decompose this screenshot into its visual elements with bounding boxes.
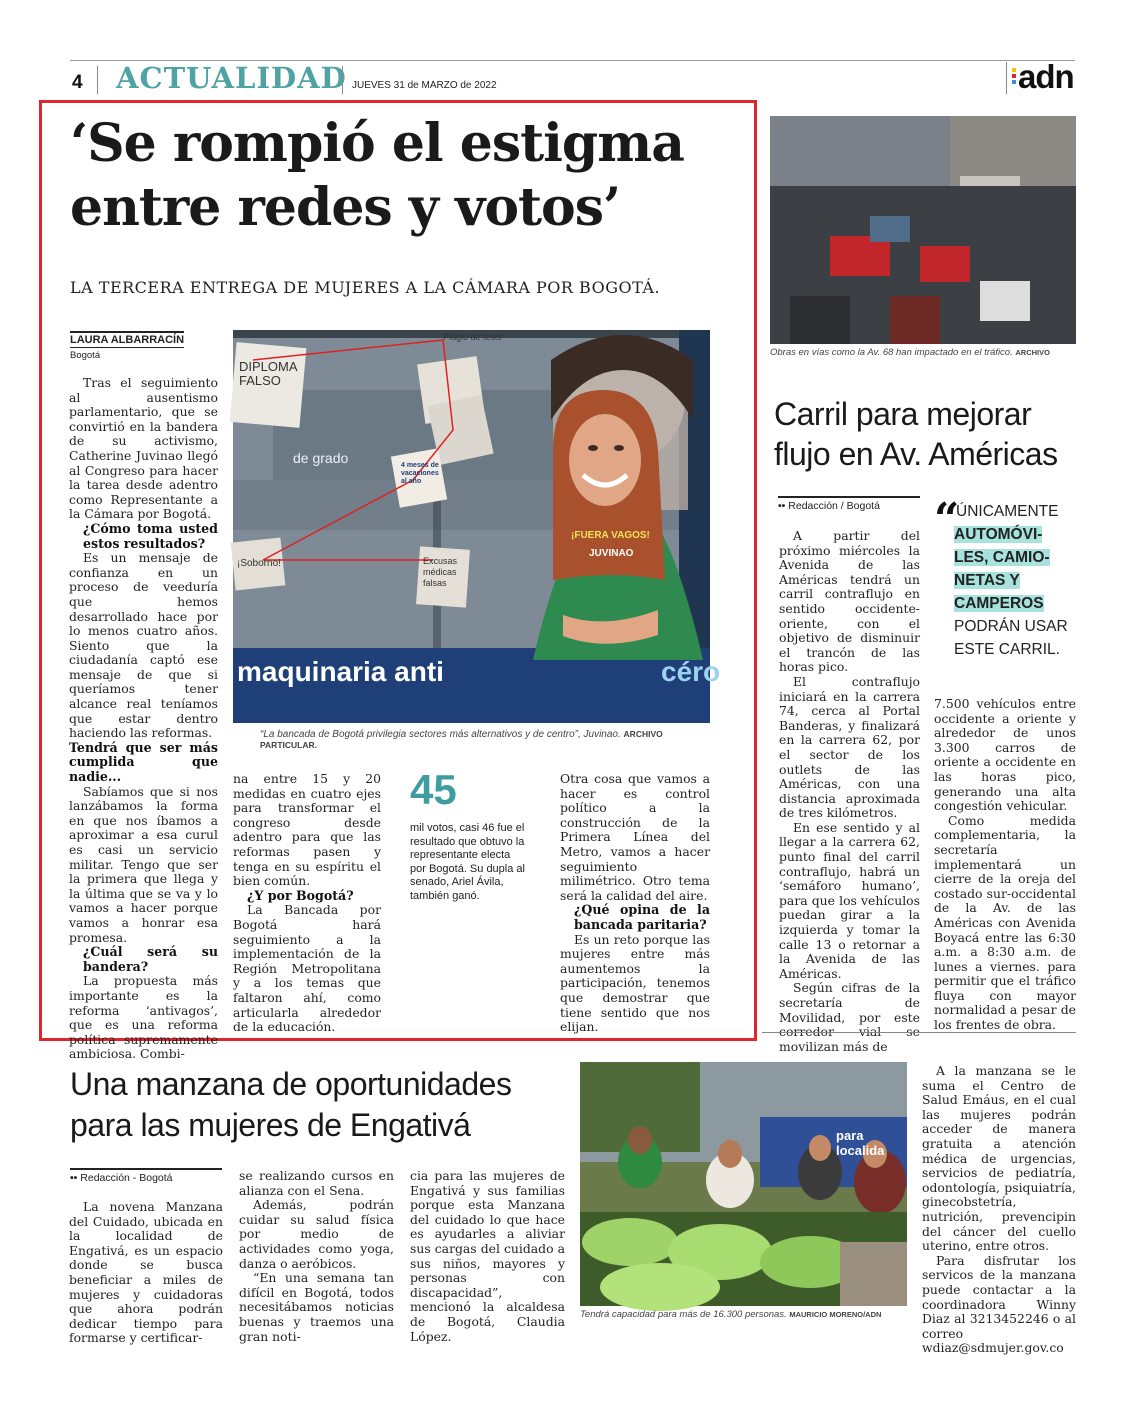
byline-dots: •• [778,500,789,512]
answer-5: Es un reto porque las mujeres entre más aumentemos la participación, tenemos que demostrar que tiene sentido que nos elijan. [560,931,710,1035]
right-byline [778,496,920,512]
adn-logo-marks [1012,68,1017,88]
right-paragraph-4: Según cifras de la secretaría de Movilidad, por este corredor vial se movilizan más de [779,980,920,1054]
pull-quote [934,494,1084,661]
quote-hl-4: CAMPEROS [954,595,1044,612]
banner-text-tail: céro [661,656,721,687]
section-title: ACTUALIDAD [116,61,347,95]
right-paragraph-6: Como medida complementaria, la secretaría implementará un cierre de la oreja del costado sur-occidental de la Av. de las Américas con Avenida Boyacá entre las 6:30 a.m. a 8:30 a.m. de lunes a viernes. para permitir que el tráfico fluya con mayor normalidad a pesar de los frentes de obra. [934,812,1076,1033]
right-paragraph-1: A partir del próximo miércoles la Avenida de las Américas tendrá un carril contraflujo en sentido occidente-oriente, con el objetivo de disminuir el trancón de las horas pico. [779,528,920,675]
sign-diploma: DIPLOMA FALSO [239,359,297,388]
quote-mark: “ [934,494,960,545]
garden-caption-text: Tendrá capacidad para más de 16.300 personas. [580,1309,787,1320]
main-headline [70,112,750,240]
bottom-separator [762,1032,1076,1033]
bottom-column-4 [922,1064,1076,1356]
sign-grado: de grado [293,450,349,466]
bottom-byline-text: Redacción - Bogotá [80,1172,173,1184]
intro-paragraph: Tras el seguimiento al ausentismo parlamentario, que se convirtió en la bandera de su activismo, Catherine Juvinao llegó al Congreso para hacer la tarea desde adentro como Representante a la Cámara por Bogotá. [69,375,218,522]
sign-meses: 4 meses de vacaciones al año [401,462,439,485]
juvinao-photo [233,330,721,723]
author-name: LAURA ALBARRACÍN [70,331,184,348]
main-headline-line-2: entre redes y votos’ [70,177,621,238]
garden-photo-credit: MAURICIO MORENO/ADN [789,1310,882,1319]
shirt-line-1: ¡FUERA VAGOS! [571,530,650,541]
sign-excusas: Excusas médicas falsas [423,556,458,588]
quote-pre: ÚNICAMENTE [956,503,1059,520]
adn-logo-text: adn [1018,58,1074,95]
main-column-1 [69,376,218,1062]
sign-plagio: Plagio de tesis [443,332,502,342]
logo-divider [1006,62,1007,94]
header-divider-2 [342,66,343,94]
stat-text: mil votos, casi 46 fue el resultado que obtuvo la representante electa por Bogotá. Su dupla al senado, Ariel Ávila, también ganó. [410,822,525,902]
answer-1: Es un mensaje de confianza en un proceso de veeduría que hemos desarrollado hace por lo menos cuatro años. Siento que la ciudadanía captó ese mensaje de que si queríamos tener alcance real teníamos que estar dentro haciendo las reformas. [69,550,218,741]
main-photo-caption-text: “La bancada de Bogotá privilegia sectores más alternativos y de centro”, Juvinao. [260,729,621,740]
bottom-column-2 [239,1169,394,1344]
stat-number: 45 [410,766,457,813]
column-2-text: na entre 15 y 20 medidas en cuatro ejes para transformar el congreso desde adentro para que las reformas pasen y tenga en su espíritu el bien común. [233,771,381,889]
main-photo-caption [260,729,720,751]
header-divider [97,66,98,94]
question-5: ¿Qué opina de la bancada paritaria? [574,902,710,932]
banner-text: maquinaria anti [237,656,444,687]
quote-hl-2: LES, CAMIO- [954,549,1050,566]
right-headline-line-1: Carril para mejorar [774,396,1032,432]
sign-soborno: ¡Soborno! [237,558,281,569]
quote-post-2: ESTE CARRIL. [954,641,1060,658]
bottom-headline [70,1064,570,1146]
bottom-paragraph-4b: Para disfrutar los servicos de la manzana puede contactar a la coordinadora Winny Diaz al 3213452246 o al correo wdiaz@sdmujer.gov.co [922,1252,1076,1356]
page-number: 4 [72,72,83,93]
main-byline [70,328,220,361]
garden-banner-text: para localida [836,1128,885,1158]
column-4-text: Otra cosa que vamos a hacer es control político a la construcción de la Primera Línea del Metro, vamos a hacer seguimiento milimétrico. Otro tema será la calidad del aire. [560,771,710,903]
right-paragraph-2: El contraflujo iniciará en la carrera 74, cerca al Portal Banderas, y finalizará en la carrera 62, por el sector de los outlets de las Américas, con una distancia aproximada de tres kilómetros. [779,673,920,821]
right-headline [774,394,1094,474]
traffic-caption-text: Obras en vías como la Av. 68 han impactado en el tráfico. [770,347,1013,358]
main-column-4 [560,772,710,1035]
garden-photo-caption [580,1309,910,1320]
bottom-paragraph-4a: A la manzana se le suma el Centro de Salud Emáus, en el cual las mujeres podrán acceder de manera gratuita a atención médica de urgencias, servicios de pediatría, odontología, psiquiatría, ginecobstetría, nutrición, prevencipin del cáncer del cuello uterino, entre otros. [922,1063,1076,1254]
main-subheadline: LA TERCERA ENTREGA DE MUJERES A LA CÁMARA POR BOGOTÁ. [70,278,661,297]
question-3: ¿Cuál será su bandera? [83,944,218,974]
bottom-paragraph-2b: Además, podrán cuidar su salud física por medio de actividades como yoga, danza o aeróbicos. [239,1197,394,1271]
right-column-2 [934,697,1076,1033]
traffic-photo-caption [770,347,1080,358]
quote-hl-3: NETAS Y [954,572,1020,589]
bottom-headline-line-2: para las mujeres de Engativá [70,1107,471,1143]
question-4: ¿Y por Bogotá? [247,887,354,903]
bottom-paragraph-2a: se realizando cursos en alianza con el Sena. [239,1168,394,1198]
author-location: Bogotá [70,350,101,361]
bottom-byline-dots: •• [70,1172,81,1184]
bottom-column-1 [69,1200,223,1346]
main-photo-credit: ARCHIVO PARTICULAR. [260,729,663,750]
bottom-column-3 [410,1169,565,1344]
traffic-photo-credit: ARCHIVO [1015,348,1050,357]
shirt-line-2: JUVINAO [589,548,634,559]
right-column-1 [779,529,920,1054]
right-headline-line-2: flujo en Av. Américas [774,436,1058,472]
question-2: Tendrá que ser más cumplida que nadie... [69,739,218,785]
adn-logo [1012,60,1076,96]
bottom-byline [70,1168,222,1184]
traffic-photo [770,116,1076,344]
bottom-headline-line-1: Una manzana de oportunidades [70,1066,512,1102]
answer-2: Sabíamos que si nos lanzábamos la forma en que nos íbamos a aproximar a esa curul es casi un servicio militar. Tengo que ser la primera que llega y la última que se va y lo vamos a hacer porque vamos a honrar esa promesa. [69,783,218,945]
bottom-paragraph-3: cia para las mujeres de Engativá y sus familias porque esta Manzana del cuidado lo que hace es ayudarles a aliviar sus cargas del cuidado a sus niños, mayores y personas con discapacidad”, mencionó la alcaldesa de Bogotá, Claudia López. [410,1168,565,1344]
main-headline-line-1: ‘Se rompió el estigma [70,113,684,174]
right-byline-text: Redacción / Bogotá [788,500,880,512]
bottom-paragraph-1: La novena Manzana del Cuidado, ubicada en la localidad de Engativá, es un espacio donde se busca beneficiar a miles de mujeres y cuidadoras que ahora podrán dedicar tiempo para formarse y certificar- [69,1199,223,1346]
quote-hl-1: AUTOMÓVI- [954,526,1043,543]
answer-4: La Bancada por Bogotá hará seguimiento a la implementación de la Región Metropolitana y a los temas que faltaron ahí, como articularla alrededor de la educación. [233,902,381,1035]
garden-photo-art [580,1062,907,1306]
bottom-paragraph-2c: “En una semana tan difícil en Bogotá, todos necesitábamos noticias buenas y traemos una gran noti- [239,1270,394,1344]
garden-photo [580,1062,907,1306]
right-paragraph-3: En ese sentido y al llegar a la carrera 62, punto final del carril contraflujo, habrá un ‘semáforo humano’, para que los vehículos puedan girar a la izquierda y tomar la calle 13 o retornar a la Avenida de las Américas. [779,819,920,981]
main-column-2 [233,772,381,1035]
traffic-photo-art [770,116,1076,344]
quote-post-1: PODRÁN USAR [954,618,1068,635]
question-1: ¿Cómo toma usted estos resultados? [83,520,218,551]
issue-date: JUEVES 31 de MARZO de 2022 [352,80,497,91]
right-paragraph-5: 7.500 vehículos entre occidente a oriente y alrededor de unos 3.300 carros de oriente a occidente en las horas pico, generando una alta congestión vehicular. [934,696,1076,814]
answer-3: La propuesta más importante es la reforma ‘antivagos’, que es una reforma política supremamente ambiciosa. Combi- [69,973,218,1062]
